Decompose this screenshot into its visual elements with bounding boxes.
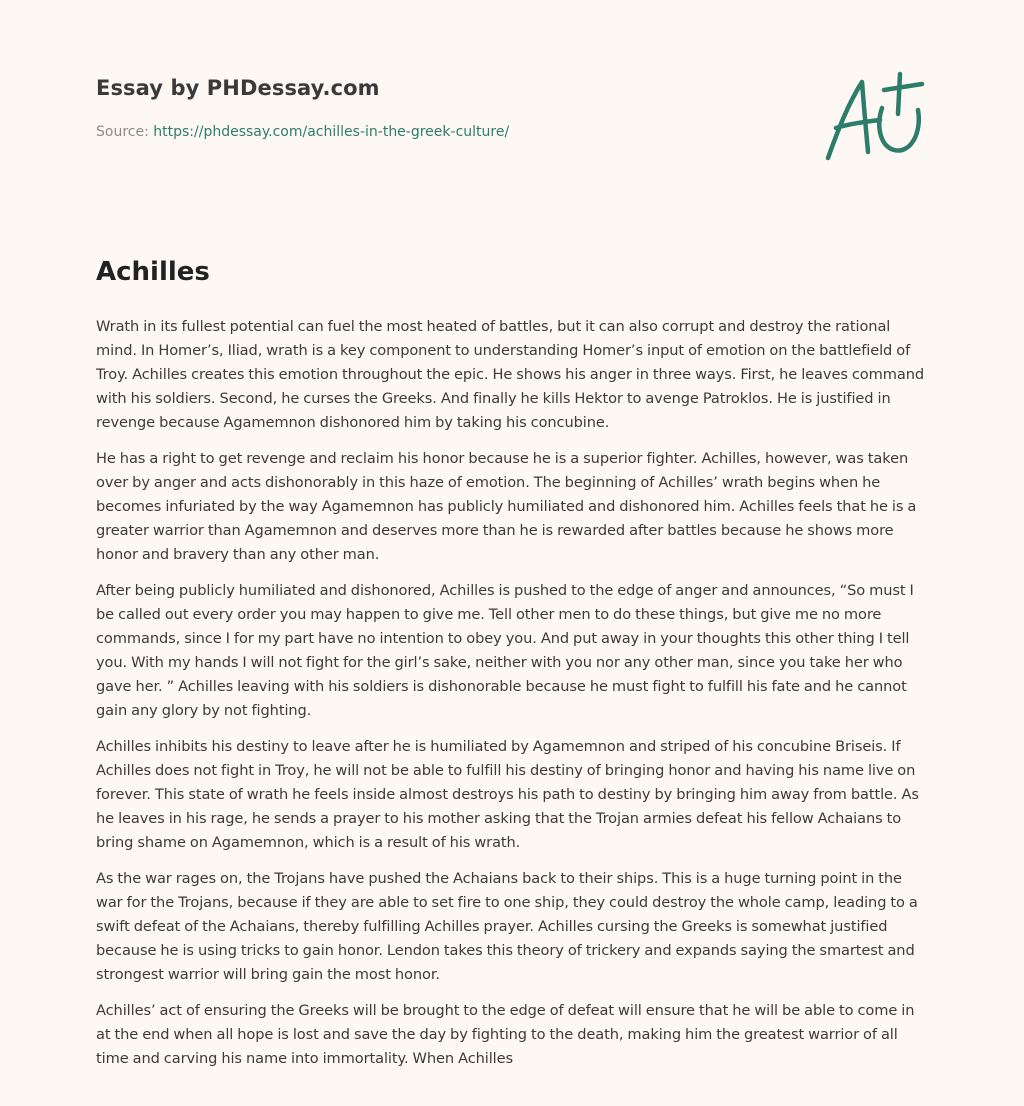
essay-paragraph: As the war rages on, the Trojans have pushed the Achaians back to their ships. This is a huge turning point in the war for the Trojans, because if they are able to set fire to one ship, they could destroy the whole camp, leading to a swift defeat of the Achaians, thereby fulfilling Achilles prayer. Achilles cursing the Greeks is somewhat justified because he is using tricks to gain honor. Lendon takes this theory of trickery and expands saying the smartest and strongest warrior will bring gain the most honor.	[96, 870, 918, 983]
source-line	[96, 124, 509, 140]
essay-paragraph: Achilles inhibits his destiny to leave after he is humiliated by Agamemnon and striped of his concubine Briseis. If Achilles does not fight in Troy, he will not be able to fulfill his destiny of bringing honor and having his name live on forever. This state of wrath he feels inside almost destroys his path to destiny by bringing him away from battle. As he leaves in his rage, he sends a prayer to his mother asking that the Trojan armies defeat his fellow Achaians to bring shame on Agamemnon, which is a result of his wrath.	[96, 738, 919, 851]
source-label: Source:	[96, 124, 149, 140]
essay-paragraph: Wrath in its fullest potential can fuel the most heated of battles, but it can also corrupt and destroy the rational mind. In Homer’s, Iliad, wrath is a key component to understanding Homer’s input of emotion on the battlefield of Troy. Achilles creates this emotion throughout the epic. He shows his anger in three ways. First, he leaves command with his soldiers. Second, he curses the Greeks. And finally he kills Hektor to avenge Patroklos. He is justified in revenge because Agamemnon dishonored him by taking his concubine.	[96, 318, 925, 431]
source-link[interactable]: https://phdessay.com/achilles-in-the-greek-culture/	[153, 124, 510, 140]
a-plus-logo-icon	[822, 68, 928, 164]
essay-paragraph: He has a right to get revenge and reclaim his honor because he is a superior fighter. Achilles, however, was taken over by anger and acts dishonorably in this haze of emotion. The beginning of Achilles’ wrath begins when he becomes infuriated by the way Agamemnon has publicly humiliated and dishonored him. Achilles feels that he is a greater warrior than Agamemnon and deserves more than he is rewarded after battles because he shows more honor and bravery than any other man.	[96, 450, 917, 563]
essay-body	[96, 315, 932, 1083]
site-title: Essay by PHDessay.com	[96, 76, 380, 100]
essay-title: Achilles	[96, 257, 210, 287]
essay-paragraph: Achilles’ act of ensuring the Greeks will be brought to the edge of defeat will ensure that he will be able to come in at the end when all hope is lost and save the day by fighting to the death, making him the greatest warrior of all time and carving his name into immortality. When Achilles	[96, 1002, 915, 1067]
essay-paragraph: After being publicly humiliated and dishonored, Achilles is pushed to the edge of anger and announces, “So must I be called out every order you may happen to give me. Tell other men to do these things, but give me no more commands, since I for my part have no intention to obey you. And put away in your thoughts this other thing I tell you. With my hands I will not fight for the girl’s sake, neither with you nor any other man, since you take her who gave her. ” Achilles leaving with his soldiers is dishonorable because he must fight to fulfill his fate and he cannot gain any glory by not fighting.	[96, 582, 914, 719]
